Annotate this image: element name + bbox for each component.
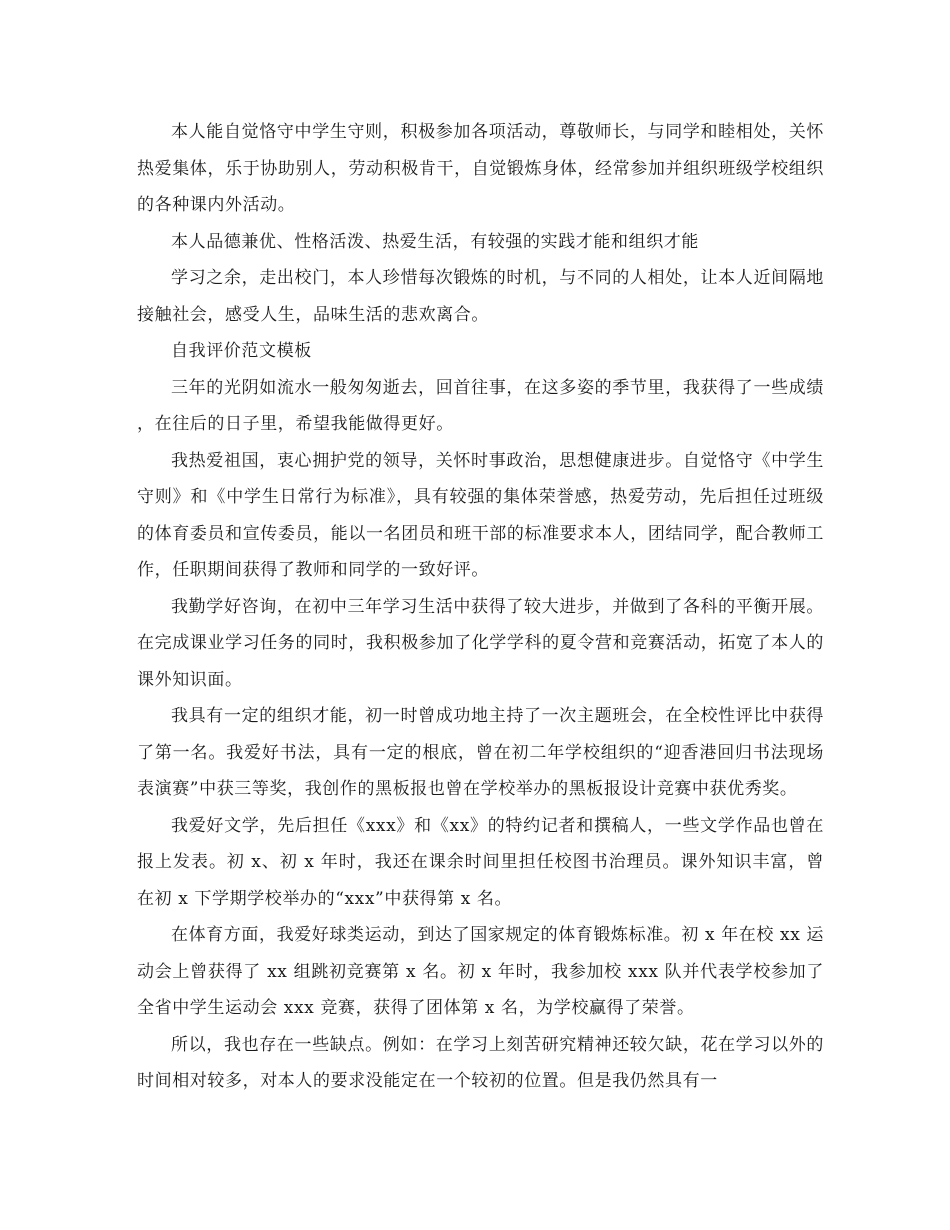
- paragraph-social-practice: 学习之余，走出校门，本人珍惜每次锻炼的时机，与不同的人相处，让本人近间隔地接触社会，感受人生，品味生活的悲欢离合。: [137, 268, 824, 325]
- paragraph-shortcomings: 所以，我也存在一些缺点。例如：在学习上刻苦研究精神还较欠缺，花在学习以外的时间相对较多，对本人的要求没能定在一个较初的位置。但是我仍然具有一: [137, 1034, 824, 1091]
- document-body: [137, 114, 824, 1100]
- paragraph-literature: 我爱好文学，先后担任《xxx》和《xx》的特约记者和撰稿人，一些文学作品也曾在报上发表。初 x、初 x 年时，我还在课余时间里担任校图书治理员。课外知识丰富，曾在初 x 下学期学校举办的“xxx”中获得第 x 名。: [137, 815, 824, 909]
- paragraph-character: 本人品德兼优、性格活泼、热爱生活，有较强的实践才能和组织才能: [171, 231, 699, 252]
- paragraph-conduct: 本人能自觉恪守中学生守则，积极参加各项活动，尊敬师长，与同学和睦相处，关怀热爱集体，乐于协助别人，劳动积极肯干，自觉锻炼身体，经常参加并组织班级学校组织的各种课内外活动。: [137, 122, 824, 215]
- paragraph-study: 我勤学好咨询，在初中三年学习生活中获得了较大进步，并做到了各科的平衡开展。在完成课业学习任务的同时，我积极参加了化学学科的夏令营和竞赛活动，拓宽了本人的课外知识面。: [137, 596, 824, 690]
- section-heading: 自我评价范文模板: [171, 341, 312, 361]
- paragraph-ideology: 我热爱祖国，衷心拥护党的领导，关怀时事政治，思想健康进步。自觉恪守《中学生守则》和《中学生日常行为标准》，具有较强的集体荣誉感，热爱劳动，先后担任过班级的体育委员和宣传委员，能以一名团员和班干部的标准要求本人，团结同学，配合教师工作，任职期间获得了教师和同学的一致好评。: [137, 450, 824, 580]
- paragraph-sports: 在体育方面，我爱好球类运动，到达了国家规定的体育锻炼标准。初 x 年在校 xx 运动会上曾获得了 xx 组跳初竞赛第 x 名。初 x 年时，我参加校 xxx 队并代表学校参加了全省中学生运动会 xxx 竞赛，获得了团体第 x 名，为学校赢得了荣誉。: [137, 925, 824, 1018]
- paragraph-organization: 我具有一定的组织才能，初一时曾成功地主持了一次主题班会，在全校性评比中获得了第一名。我爱好书法，具有一定的根底，曾在初二年学校组织的“迎香港回归书法现场表演赛”中获三等奖，我创作的黑板报也曾在学校举办的黑板报设计竞赛中获优秀奖。: [137, 706, 824, 799]
- paragraph-intro: 三年的光阴如流水一般匆匆逝去，回首往事，在这多姿的季节里，我获得了一些成绩，在往后的日子里，希望我能做得更好。: [137, 377, 824, 434]
